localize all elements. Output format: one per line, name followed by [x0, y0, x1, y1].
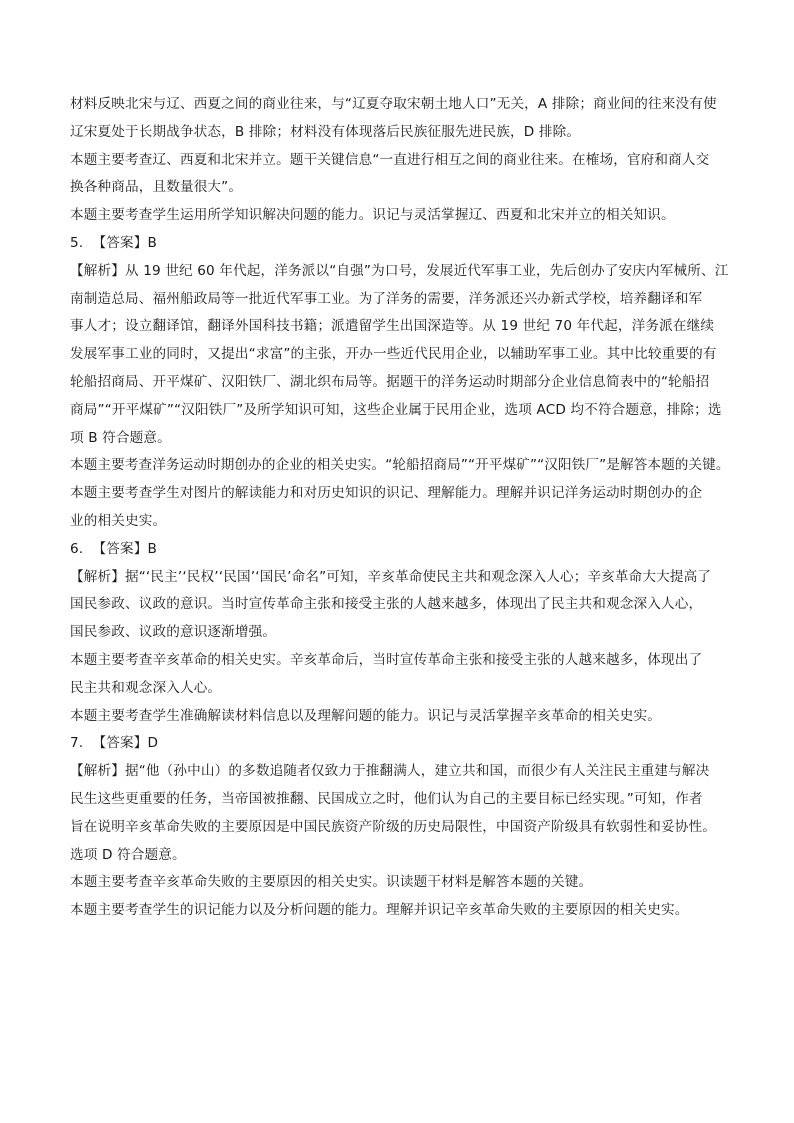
- text-line: 民生这些更重要的任务，当帝国被推翻、民国成立之时，他们认为自己的主要目标已经实现。”可知，作者: [70, 790, 703, 807]
- text-line: 辽宋夏处于长期战争状态，B 排除；材料没有体现落后民族征服先进民族，D 排除。: [70, 123, 581, 140]
- text-line: 国民参政、议政的意识逐渐增强。: [70, 624, 277, 641]
- paragraph: [70, 869, 730, 897]
- question-number: 7.: [70, 735, 84, 752]
- question-number: 5.: [70, 234, 84, 251]
- paragraph: [70, 897, 730, 925]
- text-line: 本题主要考查辛亥革命失败的主要原因的相关史实。识读题干材料是解答本题的关键。: [70, 874, 593, 891]
- text-line: 本题主要考查学生对图片的解读能力和对历史知识的识记、理解能力。理解并识记洋务运动时期创办的企: [70, 485, 703, 502]
- text-line: 本题主要考查学生运用所学知识解决问题的能力。识记与灵活掌握辽、西夏和北宋并立的相关知识。: [70, 207, 675, 224]
- answer-heading: [70, 730, 730, 758]
- paragraph: [70, 564, 730, 647]
- answer-text: 【答案】B: [92, 234, 157, 251]
- text-line: 选项 D 符合题意。: [70, 846, 186, 863]
- paragraph: [70, 147, 730, 203]
- paragraph: [70, 703, 730, 731]
- text-line: 【解析】从 19 世纪 60 年代起，洋务派以“自强”为口号，发展近代军事工业，先后创办了安庆内军械所、江: [70, 262, 729, 279]
- text-line: 本题主要考查学生准确解读材料信息以及理解问题的能力。识记与灵活掌握辛亥革命的相关史实。: [70, 707, 661, 724]
- text-line: 国民参政、议政的意识。当时宣传革命主张和接受主张的人越来越多，体现出了民主共和观念深入人心，: [70, 596, 703, 613]
- answer-heading: [70, 536, 730, 564]
- paragraph: [70, 452, 730, 480]
- text-line: 商局”“开平煤矿”“汉阳铁厂”及所学知识可知，这些企业属于民用企业，选项 ACD 均不符合题意，排除；选: [70, 401, 722, 418]
- text-line: 项 B 符合题意。: [70, 429, 171, 446]
- text-line: 换各种商品，且数量很大”。: [70, 179, 243, 196]
- answer-text: 【答案】B: [92, 540, 157, 557]
- text-line: 旨在说明辛亥革命失败的主要原因是中国民族资产阶级的历史局限性，中国资产阶级具有软弱性和妥协性。: [70, 818, 716, 835]
- document-page: [70, 91, 730, 925]
- paragraph: [70, 258, 730, 453]
- question-number: 6.: [70, 540, 84, 557]
- text-line: 本题主要考查学生的识记能力以及分析问题的能力。理解并识记辛亥革命失败的主要原因的相关史实。: [70, 902, 689, 919]
- text-line: 民主共和观念深入人心。: [70, 679, 222, 696]
- text-line: 轮船招商局、开平煤矿、汉阳铁厂、湖北织布局等。据题干的洋务运动时期部分企业信息简表中的“轮船招: [70, 373, 710, 390]
- text-line: 南制造总局、福州船政局等一批近代军事工业。为了洋务的需要，洋务派还兴办新式学校，培养翻译和军: [70, 290, 703, 307]
- text-line: 事人才；设立翻译馆，翻译外国科技书籍；派遣留学生出国深造等。从 19 世纪 70 年代起，洋务派在继续: [70, 318, 715, 335]
- answer-text: 【答案】D: [92, 735, 159, 752]
- paragraph: [70, 758, 730, 869]
- text-line: 材料反映北宋与辽、西夏之间的商业往来，与“辽夏夺取宋朝土地人口”无关，A 排除；商业间的往来没有使: [70, 96, 717, 112]
- paragraph: [70, 480, 730, 536]
- text-line: 本题主要考查辽、西夏和北宋并立。题干关键信息“一直进行相互之间的商业往来。在榷场，官府和商人交: [70, 151, 710, 168]
- text-line: 业的相关史实。: [70, 512, 167, 529]
- paragraph: [70, 202, 730, 230]
- text-line: 发展军事工业的同时，又提出“求富”的主张，开办一些近代民用企业，以辅助军事工业。其中比较重要的有: [70, 346, 717, 363]
- text-line: 【解析】据“‘民主’‘民权’‘民国’‘国民’命名”可知，辛亥革命使民主共和观念深入人心；辛亥革命大大提高了: [70, 568, 712, 585]
- paragraph: [70, 91, 730, 147]
- answer-heading: [70, 230, 730, 258]
- paragraph: [70, 647, 730, 703]
- text-line: 本题主要考查辛亥革命的相关史实。辛亥革命后，当时宣传革命主张和接受主张的人越来越多，体现出了: [70, 651, 703, 668]
- text-line: 本题主要考查洋务运动时期创办的企业的相关史实。“轮船招商局”“开平煤矿”“汉阳铁厂”是解答本题的关键。: [70, 457, 730, 474]
- text-line: 【解析】据“他（孙中山）的多数追随者仅致力于推翻满人，建立共和国，而很少有人关注民主重建与解决: [70, 763, 710, 780]
